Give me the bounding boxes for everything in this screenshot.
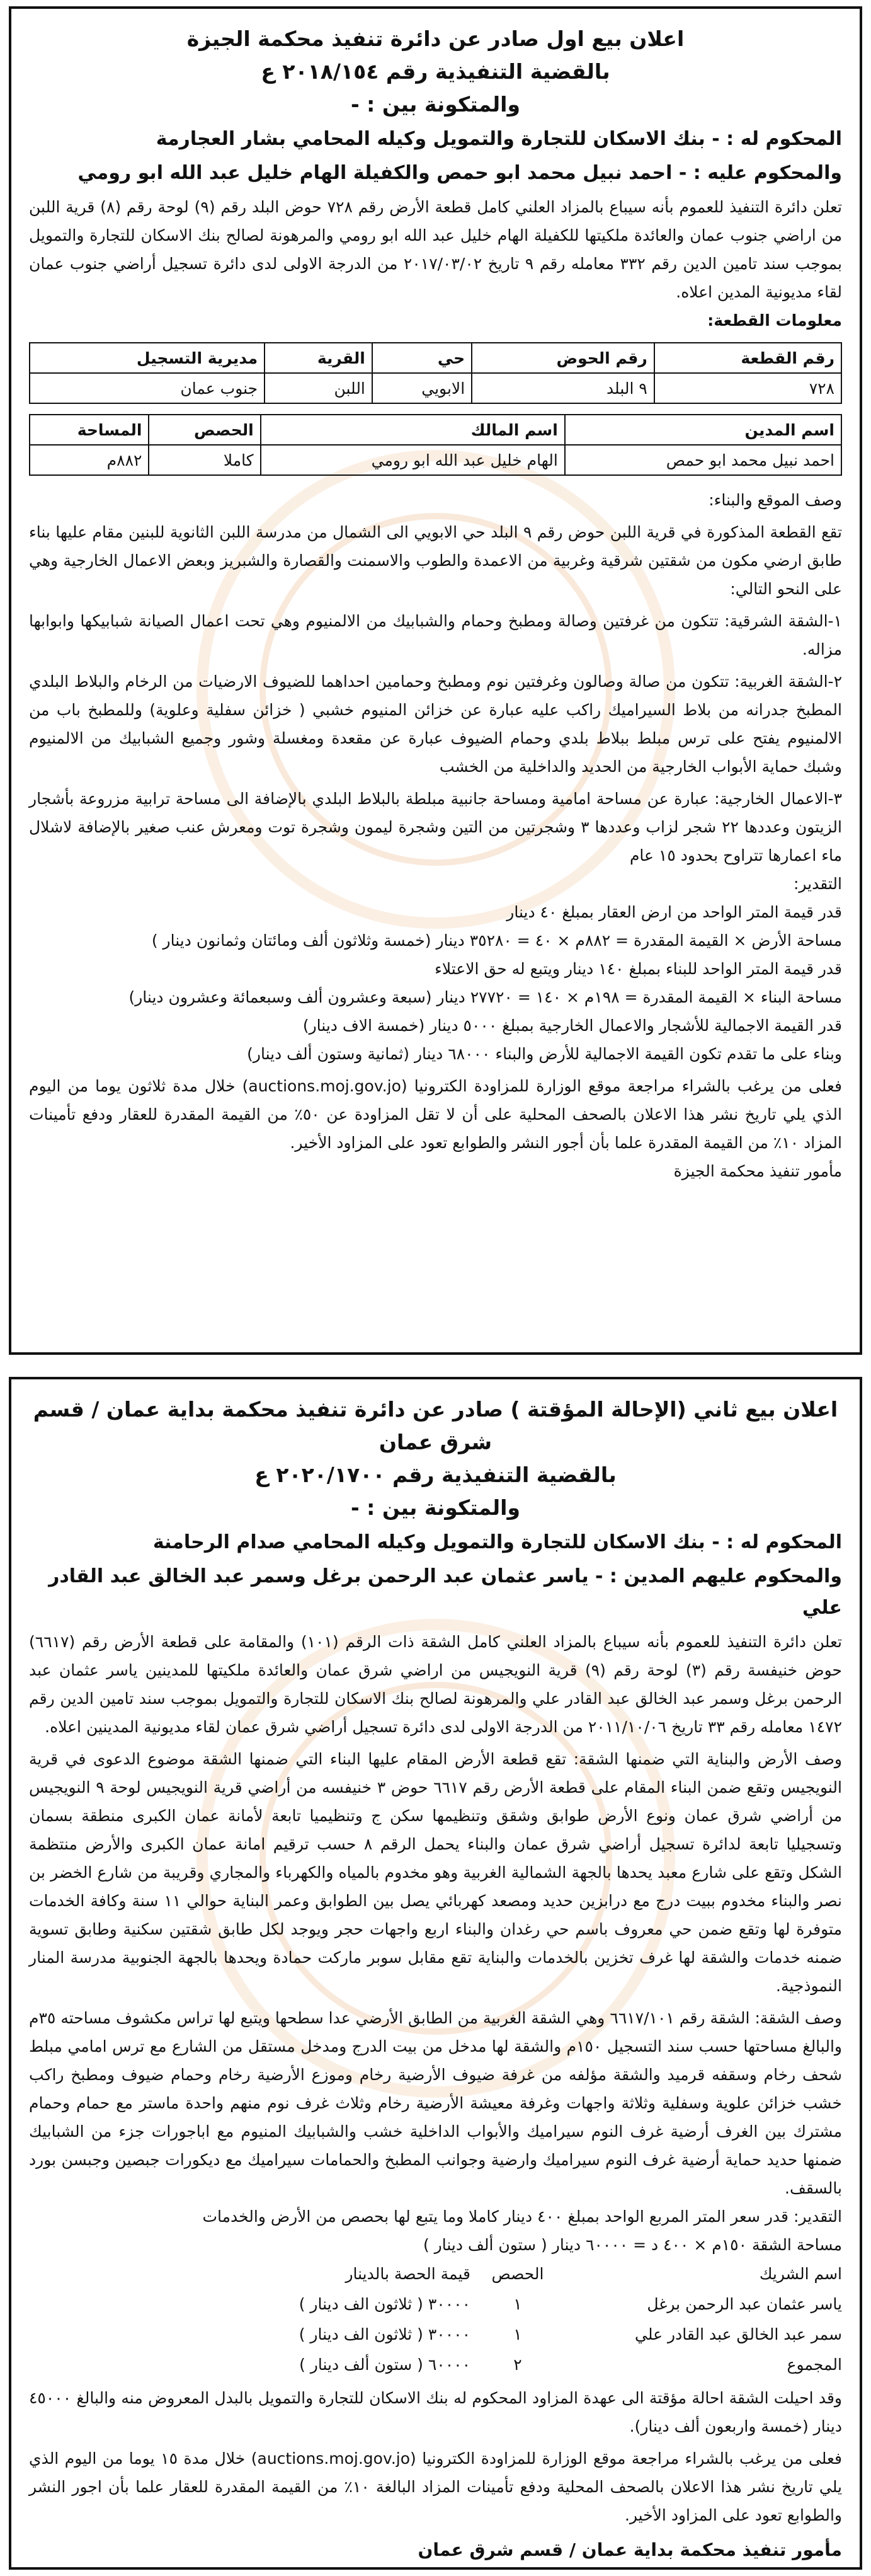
notice1-creditor: المحكوم له : - بنك الاسكان للتجارة والتمويل وكيله المحامي بشار العجارمة bbox=[156, 128, 842, 150]
shares-header-partner: اسم الشريك bbox=[759, 2265, 842, 2283]
parcel-header-cell: رقم الحوض bbox=[472, 343, 654, 373]
valuation-heading: التقدير: bbox=[793, 875, 842, 893]
area-calculation: مساحة الشقة ١٥٠م × ٤٠٠ د = ٦٠٠٠٠ دينار ( ستون ألف دينار ) bbox=[423, 2236, 842, 2254]
share-total-label: المجموع bbox=[787, 2355, 842, 2374]
owner-cell: احمد نبيل محمد ابو حمص bbox=[565, 445, 841, 475]
share-count: ١ bbox=[513, 2325, 522, 2343]
valuation-line: قدر القيمة الاجمالية للأشجار والاعمال الخارجية بمبلغ ٥٠٠٠ دينار (خمسة الاف دينار) bbox=[302, 1016, 842, 1035]
provisional-referral: وقد احيلت الشقة احالة مؤقتة الى عهدة المزاود المحكوم له بنك الاسكان للتجارة والتمويل بالبدل المعروض منه والبالغ ٤٥٠٠٠ دينار (خمسة واربعون ألف دينار). bbox=[29, 2389, 842, 2435]
parcel-cell: اللبن bbox=[265, 373, 372, 403]
notice2-creditor: المحكوم له : - بنك الاسكان للتجارة والتمويل وكيله المحامي صدام الرحامنة bbox=[152, 1531, 842, 1553]
notice1-title-line2: بالقضية التنفيذية رقم ٢٠١٨/١٥٤ ع bbox=[261, 59, 610, 84]
shares-list bbox=[181, 2259, 842, 2380]
notice2-title-line1: اعلان بيع ثاني (الإحالة المؤقتة ) صادر عن دائرة تنفيذ محكمة بداية عمان / قسم شرق عمان bbox=[33, 1397, 838, 1454]
share-value: ٣٠٠٠٠ ( ثلاثون الف دينار ) bbox=[299, 2295, 470, 2313]
owner-header-cell: الحصص bbox=[149, 415, 260, 445]
notice-first-sale bbox=[9, 6, 862, 1355]
shares-total-row bbox=[181, 2350, 842, 2380]
valuation-line: مساحة الأرض × القيمة المقدرة = ٨٨٢م × ٤٠ = ٣٥٢٨٠ دينار (خمسة وثلاثون ألف ومائتان وثمانون دينار ) bbox=[151, 931, 842, 950]
notice1-signature: مأمور تنفيذ محكمة الجيزة bbox=[673, 1162, 842, 1180]
notice1-title-line3: والمتكونة بين : - bbox=[350, 92, 520, 117]
owner-header-cell: المساحة bbox=[30, 415, 149, 445]
owner-header-cell: اسم المدين bbox=[565, 415, 841, 445]
share-partner: ياسر عثمان عبد الرحمن برغل bbox=[647, 2295, 842, 2313]
shares-header-shares: الحصص bbox=[491, 2265, 544, 2283]
east-flat-item: ١-الشقة الشرقية: تتكون من غرفتين وصالة ومطبخ وحمام والشبابيك من الالمنيوم وهي تحت اعمال الصيانة شبابيكها وابوابها مزاله. bbox=[29, 612, 842, 658]
notice2-intro: تعلن دائرة التنفيذ للعموم بأنه سيباع بالمزاد العلني كامل الشقة ذات الرقم (١٠١) والمقامة على قطعة الأرض رقم (٦٦١٧) حوض خنيفسة رقم (٣) لوحة رقم (٩) قرية النويجيس من اراضي شرق عمان والعائدة ملكيتها للمدينين ياسر عثمان عبد الرحمن برغل وسمر عبد الخالق عبد القادر علي والمرهونة لصالح بنك الاسكان للتجارة والتمويل بموجب سند تامين الدين رقم ١٤٧٢ معامله رقم ٣٣ تاريخ ٢٠١١/١٠/٠٦ من الدرجة الاولى لدى دائرة تسجيل أراضي شرق عمان لقاء مديونية المدينين اعلاه. bbox=[29, 1633, 842, 1736]
external-works-item: ٣-الاعمال الخارجية: عبارة عن مساحة امامية ومساحة جانبية مبلطة بالبلاط البلدي بالإضافة الى مساحة ترابية مزروعة بأشجار الزيتون وعددها ٢٢ شجر لزاب وعددها ٣ وشجرتين من التين وشجرة ليمون وشجرة توت ومعرش عنب صغير بالإضافة لاشلال ماء اعمارها تتراوح بحدود ١٥ عام bbox=[29, 790, 842, 865]
share-value: ٣٠٠٠٠ ( ثلاثون الف دينار ) bbox=[299, 2325, 470, 2343]
share-partner: سمر عبد الخالق عبد القادر علي bbox=[635, 2325, 842, 2343]
parcel-header-cell: القرية bbox=[265, 343, 372, 373]
owner-cell: ٨٨٢م bbox=[30, 445, 149, 475]
owner-table bbox=[29, 414, 842, 476]
site-description: تقع القطعة المذكورة في قرية اللبن حوض رقم ٩ البلد حي الابويي الى الشمال من مدرسة اللبن الثانوية للبنين مقام عليها بناء طابق ارضي مكون من شقتين شرقية وغربية من الاعمدة والطوب والاسمنت والقصارة والشبريز وبعض الاعمال الخارجية وهي على النحو التالي: bbox=[29, 523, 843, 598]
notice1-title-line1: اعلان بيع اول صادر عن دائرة تنفيذ محكمة الجيزة bbox=[186, 26, 685, 51]
share-total-count: ٢ bbox=[513, 2355, 522, 2374]
parcel-header-cell: مديرية التسجيل bbox=[30, 343, 265, 373]
valuation-line: مساحة البناء × القيمة المقدرة = ١٩٨م × ١٤٠ = ٢٧٧٢٠ دينار (سبعة وعشرون ألف وسبعمائة وعشرون دينار) bbox=[128, 988, 842, 1006]
notice2-closing: فعلى من يرغب بالشراء مراجعة موقع الوزارة للمزاودة الكترونيا (auctions.moj.gov.jo) خلال مدة ١٥ يوما من اليوم الذي يلي تاريخ نشر هذا الاعلان بالصحف المحلية ودفع تأمينات المزاد البالغة ١٠٪ من القيمة المقدرة للعقار علما بأن اجور النشر والطوابع تعود على المزاود الأخير. bbox=[29, 2449, 842, 2524]
land-description: وصف الأرض والبناية التي ضمنها الشقة: تقع قطعة الأرض المقام عليها البناء التي ضمنها الشقة موضوع الدعوى في قرية النويجيس وتقع ضمن البناء المقام على قطعة الأرض رقم ٦٦١٧ حوض ٣ خنيفسه من أراضي قرية النويجيس لوحة ٩ النويجيس من أراضي شرق عمان ونوع الأرض طوابق وشقق وتنظيمها سكن ج وتنظيميا تابعة لأمانة عمان الكبرى منطقة بسمان وتسجيليا تابعة لدائرة تسجيل أراضي شرق عمان والبناء يحمل الرقم ٨ حسب ترقيم امانة عمان الكبرى والأرض منتظمة الشكل وتقع على شارع معبد يحدها بالجهة الشمالية الغربية وهو مخدوم بالمياه والكهرباء والمجاري وقريبة من شارع الخضر بن نصر والبناء مخدوم ببيت درج مع درابزين حديد ومصعد كهربائي يصل بين الطوابق وعمر البناية حوالي ١١ سنة وكافة الخدمات متوفرة لها وتقع ضمن حي معروف باسم حي رغدان والبناء اربع واجهات حجر ويوجد لكل طابق شقتين سكنية وطابق تسوية ضمنه خدمات والشقة لها غرف تخزين بالخدمات والبناية تقع مقابل سوبر ماركت حمادة ويحدها بالجهة الجنوبية مدرسة المنار النموذجية. bbox=[29, 1750, 842, 1995]
owner-header-cell: اسم المالك bbox=[261, 415, 565, 445]
share-count: ١ bbox=[513, 2295, 522, 2313]
notice1-debtor: والمحكوم عليه : - احمد نبيل محمد ابو حمص والكفيلة الهام خليل عبد الله ابو رومي bbox=[77, 162, 842, 184]
valuation-line: قدر قيمة المتر الواحد للبناء بمبلغ ١٤٠ دينار ويتبع له حق الاعتلاء bbox=[435, 960, 842, 978]
notice2-signature: مأمور تنفيذ محكمة بداية عمان / قسم شرق عمان bbox=[418, 2539, 842, 2560]
notice2-valuation: التقدير: قدر سعر المتر المربع الواحد بمبلغ ٤٠٠ دينار كاملا وما يتبع لها بحصص من الأرض والخدمات bbox=[202, 2207, 842, 2226]
shares-row bbox=[181, 2289, 842, 2320]
valuation-line: وبناء على ما تقدم تكون القيمة الاجمالية للأرض والبناء ٦٨٠٠٠ دينار (ثمانية وستون ألف دينار) bbox=[247, 1045, 842, 1063]
flat-description: وصف الشقة: الشقة رقم ٦٦١٧/١٠١ وهي الشقة الغربية من الطابق الأرضي عدا سطحها ويتبع لها تراس مكشوف مساحته ٣٥م والبالغ مساحتها حسب سند التسجيل ١٥٠م والشقة لها مدخل من بيت الدرج ومدخل مستقل من الشارع مع ترس امامي مبلط شحف رخام وسقفه قرميد والشقة مؤلفه من غرفة ضيوف الأرضية رخام وموزع الأرضية رخام وحمام ضيوف ومطبخ راكب خشب خزائن علوية وسفلية وثلاثة واجهات وغرفة معيشة الأرضية رخام وثلاث غرف نوم منهم واحدة ماستر مع حمام وحمام مشترك بين الغرف أرضية غرف النوم سيراميك والأبواب الداخلية خشب والشبابيك المنيوم مع اباجورات جزء من الشبابيك ضمنها حديد حماية أرضية غرف النوم سيراميك وارضية وجوانب المطبخ والحمامات سيراميك مع ديكورات جبصين وجبسن بورد بالسقف. bbox=[29, 2009, 842, 2197]
parcel-cell: الابويي bbox=[372, 373, 472, 403]
shares-header-value: قيمة الحصة بالدينار bbox=[345, 2265, 470, 2283]
notice1-intro: تعلن دائرة التنفيذ للعموم بأنه سيباع بالمزاد العلني كامل قطعة الأرض رقم ٧٢٨ حوض البلد رقم (٩) لوحة رقم (٨) قرية اللبن من اراضي جنوب عمان والعائدة ملكيتها للكفيلة الهام خليل عبد الله ابو رومي والمرهونة لصالح بنك الاسكان للتجارة والتمويل بموجب سند تامين الدين رقم ٣٣٢ معامله رقم ٩ تاريخ ٢٠١٧/٠٣/٠٢ من الدرجة الاولى لدى دائرة تسجيل أراضي جنوب عمان لقاء مديونية المدين اعلاه. bbox=[29, 198, 842, 301]
parcel-header-cell: حي bbox=[372, 343, 472, 373]
notice2-title-line3: والمتكونة بين : - bbox=[350, 1495, 520, 1520]
parcel-table bbox=[29, 342, 842, 404]
parcel-cell: ٧٢٨ bbox=[654, 373, 841, 403]
owner-cell: كاملا bbox=[149, 445, 260, 475]
shares-row bbox=[181, 2320, 842, 2350]
site-heading: وصف الموقع والبناء: bbox=[709, 491, 842, 509]
share-total-value: ٦٠٠٠٠ ( ستون ألف دينار ) bbox=[299, 2355, 470, 2374]
notice-second-sale bbox=[9, 1377, 862, 2570]
shares-header-row bbox=[181, 2259, 842, 2289]
notice2-title-line2: بالقضية التنفيذية رقم ٢٠٢٠/١٧٠٠ ع bbox=[254, 1463, 617, 1487]
west-flat-item: ٢-الشقة الغربية: تتكون من صالة وصالون وغرفتين نوم ومطبخ وحمامين احداهما للضيوف الارضيات من الرخام والبلاط البلدي المطبخ جدرانه من بلاط السيراميك راكب عليه عبارة عن خزائن المنيوم خشبي ( خزائن سفلية وعلوية) وللمطبخ باب من الالمنيوم يفتح على ترس مبلط ببلاط بلدي وحمام الضيوف عبارة عن مقعدة ومغسلة وشور وجميع الشبابيك من الالمنيوم وشبك حماية الأبواب الخارجية من الحديد والداخلية من الخشب bbox=[29, 672, 842, 776]
parcel-cell: ٩ البلد bbox=[472, 373, 654, 403]
valuation-line: قدر قيمة المتر الواحد من ارض العقار بمبلغ ٤٠ دينار bbox=[506, 903, 842, 921]
notice1-closing: فعلى من يرغب بالشراء مراجعة موقع الوزارة للمزاودة الكترونيا (auctions.moj.gov.jo) خلال مدة ثلاثون يوما من اليوم الذي يلي تاريخ نشر هذا الاعلان بالصحف المحلية على أن لا تقل المزاودة عن ٥٠٪ من القيمة المقدرة للعقار ودفع تأمينات المزاد ١٠٪ من القيمة المقدرة علما بأن أجور النشر والطوابع تعود على المزاود الأخير. bbox=[29, 1077, 842, 1152]
notice2-debtor: والمحكوم عليهم المدين : - ياسر عثمان عبد الرحمن برغل وسمر عبد الخالق عبد القادر علي bbox=[48, 1565, 842, 1619]
owner-cell: الهام خليل عبد الله ابو رومي bbox=[261, 445, 565, 475]
parcel-heading: معلومات القطعة: bbox=[707, 311, 842, 330]
parcel-header-cell: رقم القطعة bbox=[654, 343, 841, 373]
parcel-cell: جنوب عمان bbox=[30, 373, 265, 403]
